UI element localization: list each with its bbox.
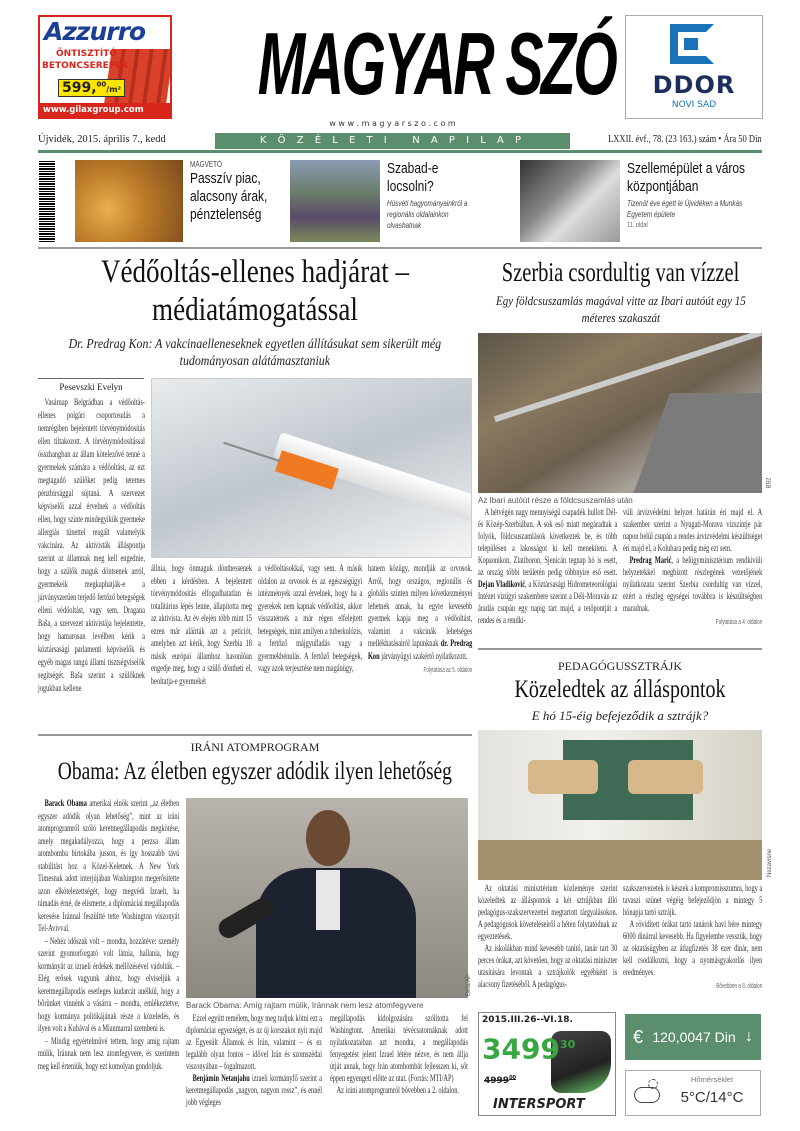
paragraph: a védőoltásokkal, vagy sem. A másik oldalon az orvosok és az egészségügyi intézmények azzal érvelnek, hogy ha a gyerekek nem kapnak védőoltást, akkor visszatérnek a már régen elfelejtett betegségek, mint amilyen a tuberkulózis, a fertőző májgyulladás vagy a gyermekbénulás. A fertőző betegségek, vagy azok terjesztése nem magánügy, bbox=[258, 563, 363, 674]
masthead-rule bbox=[38, 150, 762, 153]
strike-col-2 bbox=[623, 883, 762, 993]
text-bold: dr. Predrag Kon bbox=[368, 638, 473, 662]
vaccine-headline[interactable]: Védőoltás-ellenes hadjárat – médiatámogatással bbox=[100, 254, 410, 328]
vaccine-col-4 bbox=[368, 563, 472, 678]
serbia-headline[interactable]: Szerbia csordultig van vízzel bbox=[501, 257, 740, 287]
issue-info: LXXII. évf., 78. (23 163.) szám • Ára 50 Din bbox=[608, 134, 762, 145]
serbia-subheadline: Egy földcsuszamlás magával vitte az Ibari autóút egy 15 méteres szakaszát bbox=[495, 293, 746, 325]
continued-link[interactable]: Folytatása az 5. oldalon bbox=[423, 667, 473, 674]
sun-icon bbox=[648, 1079, 658, 1089]
paragraph: állnia, hogy önmaguk dönthessenek ebben a kérdésben. A bejelentett törvénymódosítás elfogadhatatlan és totalitárius lépés lenne, állapította meg az aktivista. Az év elején több mint 15 ezren már aláírták azt a petíciót, amelyben azt kérik, hogy Szerbia 18 másik európai államhoz hasonlóan engedje meg, hogy a szülő döntheti el, beoltatja-e gyermekét bbox=[151, 563, 252, 687]
exchange-value: 120,0047 Din bbox=[652, 1029, 736, 1045]
divider bbox=[38, 247, 762, 249]
classroom-image[interactable] bbox=[478, 730, 762, 880]
ad-price bbox=[58, 79, 125, 97]
intersport-ad[interactable] bbox=[478, 1012, 616, 1116]
photo-credit: Beta/AP bbox=[466, 973, 473, 997]
ad-url: www.gilaxgroup.com bbox=[40, 103, 170, 117]
vaccine-col-3 bbox=[258, 563, 362, 676]
road bbox=[626, 393, 762, 493]
ddor-city: NOVI SAD bbox=[671, 100, 717, 110]
paragraph bbox=[478, 507, 617, 627]
price-dec: 00 bbox=[96, 80, 107, 89]
arrow-down-icon: ↓ bbox=[745, 1028, 753, 1045]
azzurro-ad[interactable] bbox=[38, 15, 172, 119]
vaccine-subheadline: Dr. Predrag Kon: A vakcinaelleneseknek egyetlen állításukat sem sikerült még tudományosan alátámasztaniuk bbox=[68, 337, 442, 369]
byline: Pesevszki Evelyn bbox=[38, 378, 144, 393]
teaser-corn-image[interactable] bbox=[75, 160, 183, 242]
chair bbox=[628, 760, 703, 794]
serbia-col-1 bbox=[478, 507, 617, 627]
teaser-kicker: MAGVETŐ bbox=[190, 160, 223, 169]
continued-link[interactable]: Folytatása a 4. oldalon bbox=[715, 619, 763, 626]
vaccine-syringe-image[interactable] bbox=[151, 378, 472, 558]
weather-widget[interactable] bbox=[625, 1070, 761, 1116]
price-dec: 30 bbox=[559, 1038, 576, 1051]
strike-subheadline: E hó 15-éig befejeződik a sztrájk? bbox=[531, 708, 709, 723]
obama-shirt bbox=[316, 870, 340, 930]
teaser-title: Passzív piac, alacsony árak, pénztelenség bbox=[190, 170, 268, 223]
tagline-band: K Ö Z É L E T I N A P I L A P bbox=[215, 133, 570, 149]
euro-icon: € bbox=[633, 1026, 644, 1047]
masthead-url[interactable]: w w w . m a g y a r s z o . c o m bbox=[329, 119, 456, 128]
obama-photo-caption: Barack Obama: Amíg rajtam múlik, Iránnak nem lesz atomfegyvere bbox=[186, 1001, 424, 1010]
teaser-sub: Húsvéti hagyományainkról a regionális oldalainkon olvashatnak bbox=[387, 199, 468, 230]
teaser-title: Szellemépület a város központjában bbox=[627, 160, 746, 195]
ad-price bbox=[482, 1028, 575, 1066]
paragraph bbox=[368, 563, 472, 663]
price: 599, bbox=[62, 80, 97, 96]
serbia-col-2 bbox=[623, 507, 762, 629]
obama-headline[interactable]: Obama: Az életben egyszer adódik ilyen lehetőség bbox=[57, 758, 452, 785]
paragraph: Az iskolákban mind kevesebb tanító, tanár tart 30 perces órákat, azt követően, hogy az oktatási miniszter utasítására levontak a sztrájkolók egyébként is alacsony fizetéséből. A pedagógus- bbox=[478, 943, 618, 990]
exchange-rate-widget[interactable] bbox=[625, 1014, 761, 1060]
paragraph: Barack Obama amerikai elnök szerint „az életben egyszer adódik olyan lehetőség”, mint az iráni atomprogramról szóló keretmegállapodás megkötése, amely megakadályozza, hogy a perzsa állam atombomba birtokába jusson, és így hosszabb távú stabilitást hoz a Közel-Keletnek. A New York Timesnak adott interjújában Washington megerősítette azon elkötelezettségét, hogy megvédi Izraelt, ha támadás érné, de elismerte, a diplomáciai megállapodás keresése Iránnal feszültté tette Washington viszonyát Tel-Avivval. bbox=[38, 798, 180, 934]
old-dec: 00 bbox=[509, 1075, 517, 1081]
needle bbox=[223, 442, 281, 462]
teaser-title: Szabad-e locsolni? bbox=[387, 160, 439, 195]
teaser-2[interactable] bbox=[387, 160, 482, 231]
obama-photo[interactable] bbox=[186, 798, 468, 998]
teaser-1[interactable] bbox=[190, 160, 280, 224]
weather-label: Hőmérséklet bbox=[690, 1075, 734, 1084]
serbia-photo-caption: Az Ibari autóút része a földcsuszamlás után bbox=[478, 496, 633, 505]
text-bold: Dejan Vladiković bbox=[478, 579, 526, 590]
paragraph: Vasárnap Belgrádban a védőoltás-ellenes polgári csoportosulás a nemrégiben bejelentett törvénymódosítás ellen tiltakozott. A törvénymódosítással összhangban az állam kötelezővé tenné a gyermekek számára a védőoltást, az ezt megtagadó szülőket pedig tetemes pénzbírsággal sújtaná. A szervezet képviselői azzal érvelnek a védőoltás ellen, hogy szinte mindegyikük gyermeke allergiás tünettel reagált valamelyik vakcinára. Az aktivisták álláspontja szerint az államnak meg kell engednie, hogy a szülők maguk döntsenek arról, gyermekeik megkaphatják-e a járványszerűen terjedő fertőző betegségek elleni védőoltást, vagy sem. Dragana Baša, a szervezet aktivistája bejelentette, hogy hamarosan levélben kérik a köztársasági parlamenti képviselők és egyéb magas rangú állami tisztségviselők segítségét. Baša szerint a szülőknek jogukban kellene bbox=[38, 397, 145, 694]
paragraph: szakszervezetek is készek a kompromisszumra, hogy a tavaszi szünet végéig befejeződjön a mintegy 5 hónapja tartó sztrájk. bbox=[623, 883, 763, 918]
text: , a Köztársasági Hidrometeorológiai Intézet vízügyi szakembere szerint a Déli-Moraván az áradás csupán egy napig tart majd, a tetőpontját a rendes és a rendki- bbox=[478, 579, 618, 626]
divider bbox=[478, 648, 762, 650]
masthead-title: MAGYAR SZÓ bbox=[257, 14, 616, 113]
text: járványügyi szakértő nyilatkozott. bbox=[379, 650, 468, 662]
photo-credit: Nezavisnе bbox=[767, 848, 774, 878]
price: 3499 bbox=[482, 1032, 560, 1066]
paragraph: Ezzel együtt remélem, hogy meg tudjuk kötni ezt a diplomáciai egyezséget, és az új korszakot nyit majd az Egyesült Államok és Irán, valamint – és ez legalább olyan fontos – idővel Irán és szomszédai viszonyában – fogalmazott. bbox=[186, 1013, 322, 1072]
divider bbox=[38, 734, 472, 736]
teaser-building-image[interactable] bbox=[520, 160, 620, 242]
strike-col-1 bbox=[478, 883, 617, 991]
ddor-brand: DDOR bbox=[652, 71, 736, 99]
paragraph: – Mindig egyértelművé tettem, hogy amíg rajtam múlik, Iránnak nem lesz atomfegyvere, és szerintem meg kell érteniük, hogy ezt komolyan gondoljuk. bbox=[38, 1035, 180, 1072]
ad-old-price bbox=[484, 1073, 516, 1087]
chair bbox=[528, 760, 598, 794]
ad-dates: 2015.III.26--VI.18. bbox=[482, 1015, 573, 1025]
obama-kicker: IRÁNI ATOMPROGRAM bbox=[190, 740, 320, 754]
partly-cloudy-icon bbox=[634, 1087, 660, 1103]
ad-line: BETONCSEREPEK bbox=[42, 61, 129, 71]
text-bold: Predrag Marić bbox=[629, 555, 672, 566]
ad-line: ÖNTISZTÍTÓ bbox=[56, 49, 117, 59]
desk bbox=[478, 840, 762, 880]
date: Újvidék, 2015. április 7., kedd bbox=[38, 134, 166, 145]
teaser-page: 11. oldal bbox=[627, 222, 648, 229]
landslide-image[interactable] bbox=[478, 333, 762, 493]
text: , a belügyminisztérium rendkívüli helyzetekkel megbízott részlegének vezetőjének nyilatkozata szerint Szerbia csordultig van vízzel, ezért a részleg egységei továbbra is készültségben maradnak. bbox=[623, 555, 763, 614]
teaser-people-image[interactable] bbox=[290, 160, 380, 242]
paragraph: vüli árvízvédelmi helyzet határán éri majd el. A szakember szerint a Nyugati-Morava vízszintje pár napon belül csupán a rendes árvízvédelmi készültséget éri majd el, a Kolubara pedig még ezt sem. bbox=[623, 507, 763, 554]
ddor-logo-house bbox=[684, 38, 698, 50]
teaser-sub: Tizenöt éve égett le Újvidéken a Munkás Egyetem épülete bbox=[627, 199, 743, 219]
paragraph: – Nehéz időszak volt – mondta, hozzátéve: személy szerint gyomorforgató volt látnia, hallania, hogy kormányát az izraeli érdekek mellőzésével vádolták. – Elég erősek vagyunk ahhoz, hogy elviseljük a keretmegállapodás esetleges kudarcát anélkül, hogy a bőrünket vinnénk a vásárra – mondta, emlékeztetve, hogy kormánya politikájának része a közeledés, és ilyen volt a Kubával és a Mianmarral szembeni is. bbox=[38, 935, 180, 1034]
ad-brand: INTERSPORT bbox=[493, 1097, 585, 1112]
ad-brand: Azzurro bbox=[44, 17, 146, 46]
vaccine-col-1 bbox=[38, 396, 145, 695]
unit: /m² bbox=[106, 85, 122, 94]
text: A hétvégén nagy mennyiségű csapadék hullott Dél- és Közép-Szerbiában. A sok eső miatt megáradtak a folyók, földcsuszamlások következtek be, és több településen a lakosságot ki kell menekíteni. A Kopaonikon, Zlatiboron, Sjenicán tegnap hó is esett, az ország többi területén pedig többnyire eső esett. bbox=[478, 507, 618, 578]
obama-col-2 bbox=[186, 1013, 322, 1109]
text-bold: Barack Obama bbox=[44, 798, 90, 809]
vaccine-col-2 bbox=[151, 563, 252, 688]
text: hanem közügy, mondják az orvosok. Arról, hogy országos, regionális és globális szinten milyen következményei lehetnek annak, ha egyre kevesebb gyermek kapja meg a védőoltást, valamint a vakcinák lehetséges mellékhatásairól lapunknak bbox=[368, 563, 473, 649]
strike-headline[interactable]: Közeledtek az álláspontok bbox=[514, 676, 726, 703]
text-bold: Benjámin Netanjahu bbox=[192, 1073, 252, 1084]
paragraph: Benjámin Netanjahu izraeli kormányfő szerint a keretmegállapodás „nagyon, nagyon rossz”, és ennél jobb végleges bbox=[186, 1073, 322, 1108]
paragraph: Az oktatási minisztérium közleménye szerint közeledtek az álláspontok a két sztrájkban álló pedagógus-szakszervezettel megtartott tárgyalásokon. A pedagógusok követeléseiről a héten folytatódnak az egyeztetések. bbox=[478, 883, 618, 942]
photo-credit: B92 bbox=[766, 477, 773, 489]
ddor-ad[interactable] bbox=[625, 15, 763, 119]
obama-col-3 bbox=[330, 1013, 468, 1097]
weather-value: 5°C/14°C bbox=[680, 1089, 744, 1106]
paragraph bbox=[623, 555, 762, 615]
paragraph: Az iráni atomprogramról bővebben a 2. oldalon. bbox=[336, 1085, 459, 1096]
paragraph: A rövidített órákat tartó tanárok havi bére mintegy 6000 dinárral kevesebb. Ha figyelembe vesszük, hogy az oktatásügyben az átlagfizetés 38 ezer dinár, nem kell csodálkozni, hogy a nyomásgyakorlás ilyen eredményes. bbox=[623, 919, 763, 978]
old-price: 4999 bbox=[484, 1076, 510, 1086]
obama-head bbox=[306, 810, 350, 866]
teaser-3[interactable] bbox=[627, 160, 763, 230]
paragraph: megállapodás kidolgozására szólította fel Washingtont. Amerikai tévécsatornáknak adott nyilatkozataiban azt mondta, a megállapodás fenyegetést jelent Izrael létére nézve, és nem állja útját annak, hogy Irán atombombát fejlesszen ki, sőt éppen egyengeti előtte az utat. (Forrás: MTI/AP) bbox=[330, 1013, 468, 1084]
barcode bbox=[39, 160, 55, 242]
continued-link[interactable]: Bővebben a 8. oldalon bbox=[716, 983, 763, 990]
strike-kicker: PEDAGÓGUSSZTRÁJK bbox=[557, 659, 682, 673]
obama-col-1 bbox=[38, 798, 179, 1073]
